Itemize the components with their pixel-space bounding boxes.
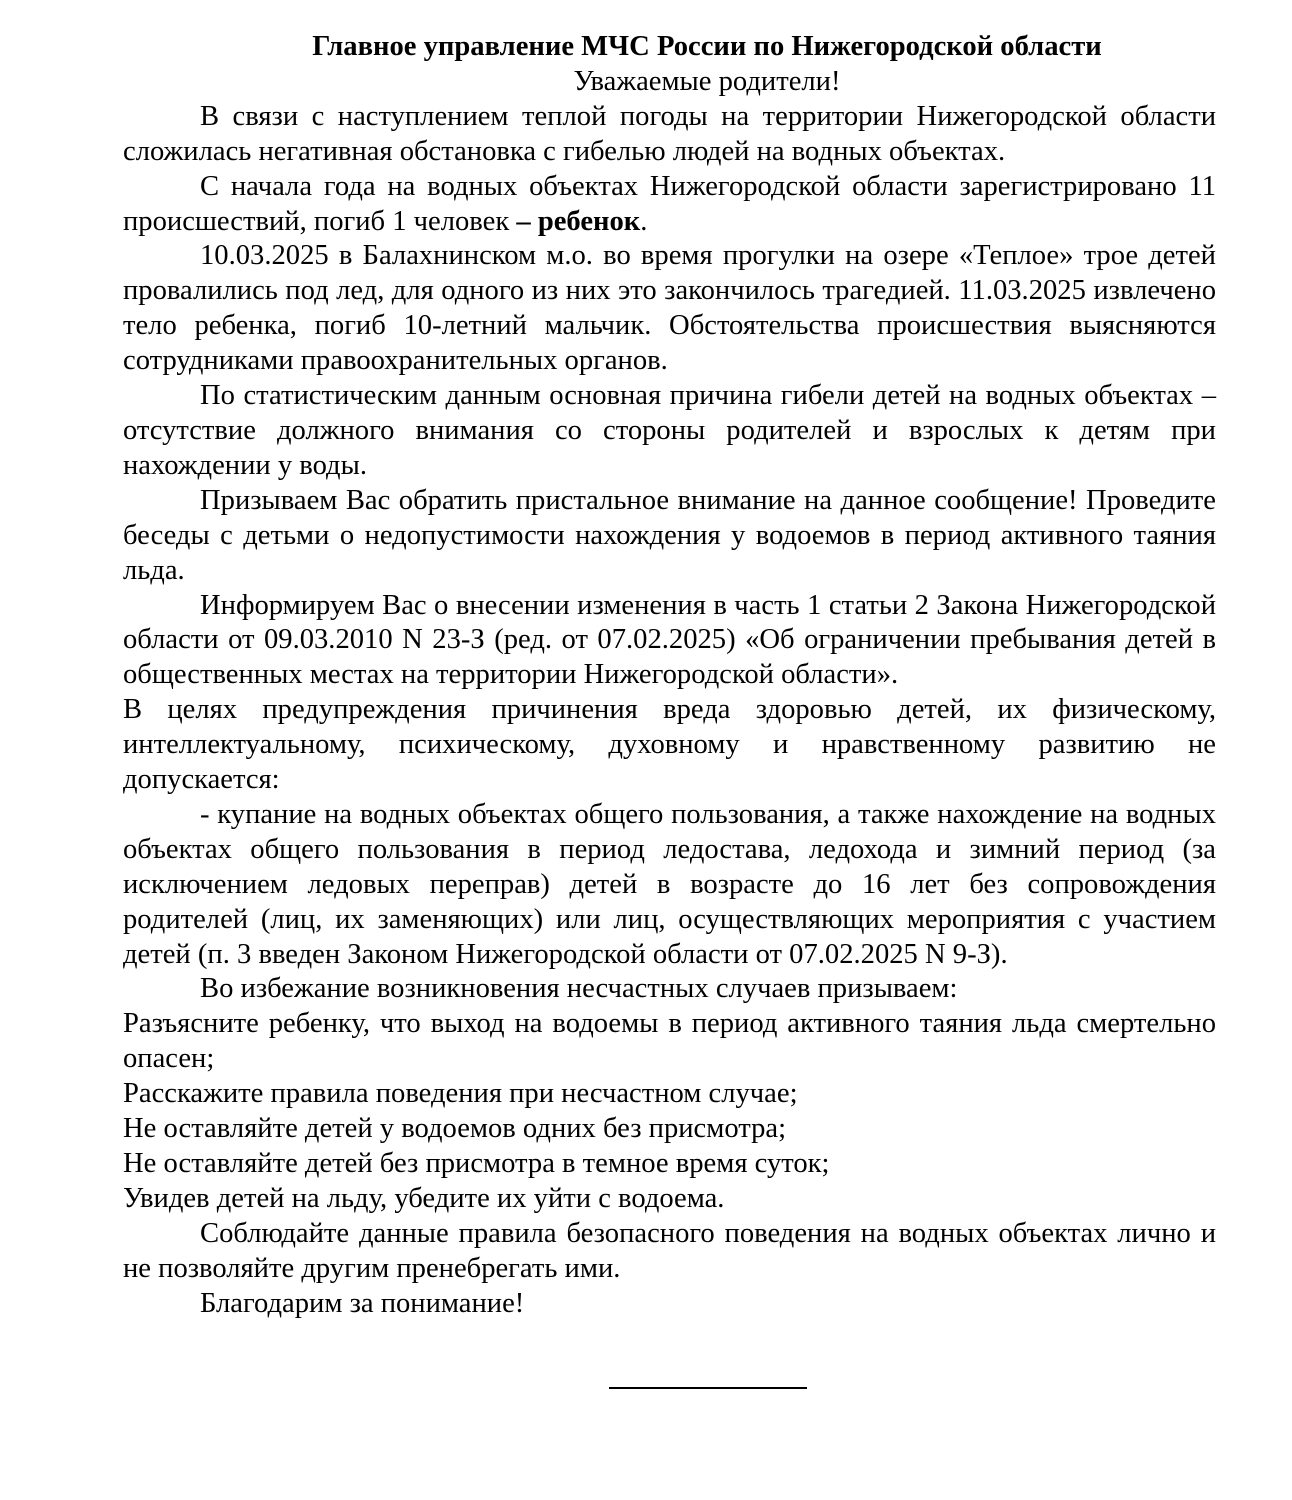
- advice-item: Расскажите правила поведения при несчастном случае;: [123, 1078, 798, 1110]
- statistics-dash: –: [509, 205, 538, 237]
- organization-heading: Главное управление МЧС России по Нижегородской области: [312, 31, 1102, 62]
- paragraph-law-purpose: В целях предупреждения причинения вреда здоровью детей, их физическому, интеллектуальному, психическому, духовному и нравственному развитию не допускается:: [123, 694, 1216, 796]
- paragraph-law-change: Информируем Вас о внесении изменения в часть 1 статьи 2 Закона Нижегородской области от 09.03.2010 N 23-З (ред. от 07.02.2025) «Об ограничении пребывания детей в общественных местах на территории Нижегородской области».: [123, 589, 1216, 691]
- paragraph-call-to-action: Во избежание возникновения несчастных случаев призываем:: [200, 973, 958, 1005]
- advice-item: Не оставляйте детей у водоемов одних без присмотра;: [123, 1113, 787, 1145]
- statistics-child-emphasis: ребенок: [537, 205, 641, 237]
- document-page: [123, 30, 1216, 1322]
- statistics-end: .: [640, 205, 648, 237]
- advice-item: Не оставляйте детей без присмотра в темное время суток;: [123, 1148, 830, 1179]
- paragraph-weather: В связи с наступлением теплой погоды на территории Нижегородской области сложилась негативная обстановка с гибелью людей на водных объектах.: [123, 100, 1216, 167]
- paragraph-law-item: - купание на водных объектах общего пользования, а также нахождение на водных объектах общего пользования в период ледостава, ледохода и зимний период (за исключением ледовых переправ) детей в возрасте до 16 лет без сопровождения родителей (лиц, их заменяющих) или лиц, осуществляющих мероприятия с участием детей (п. 3 введен Законом Нижегородской области от 07.02.2025 N 9-З).: [123, 798, 1216, 970]
- greeting: Уважаемые родители!: [573, 65, 841, 97]
- paragraph-appeal: Призываем Вас обратить пристальное внимание на данное сообщение! Проведите беседы с детьми о недопустимости нахождения у водоемов в период активного таяния льда.: [123, 484, 1216, 586]
- paragraph-incident: 10.03.2025 в Балахнинском м.о. во время прогулки на озере «Теплое» трое детей провалились под лед, для одного из них это закончилось трагедией. 11.03.2025 извлечено тело ребенка, погиб 10-летний мальчик. Обстоятельства происшествия выясняются сотрудниками правоохранительных органов.: [123, 240, 1216, 377]
- paragraph-cause: По статистическим данным основная причина гибели детей на водных объектах – отсутствие должного внимания со стороны родителей и взрослых к детям при нахождении у воды.: [123, 380, 1216, 481]
- closing-divider: [609, 1387, 807, 1389]
- statistics-text: С начала года на водных объектах Нижегородской области зарегистрировано 11 происшествий, погиб 1 человек: [123, 170, 1216, 237]
- advice-item: Увидев детей на льду, убедите их уйти с водоема.: [123, 1182, 725, 1214]
- paragraph-statistics: [123, 170, 1216, 240]
- paragraph-thanks: Благодарим за понимание!: [200, 1287, 525, 1319]
- paragraph-rules: Соблюдайте данные правила безопасного поведения на водных объектах лично и не позволяйте другим пренебрегать ими.: [123, 1217, 1216, 1284]
- advice-item: Разъясните ребенку, что выход на водоемы в период активного таяния льда смертельно опасен;: [123, 1008, 1216, 1075]
